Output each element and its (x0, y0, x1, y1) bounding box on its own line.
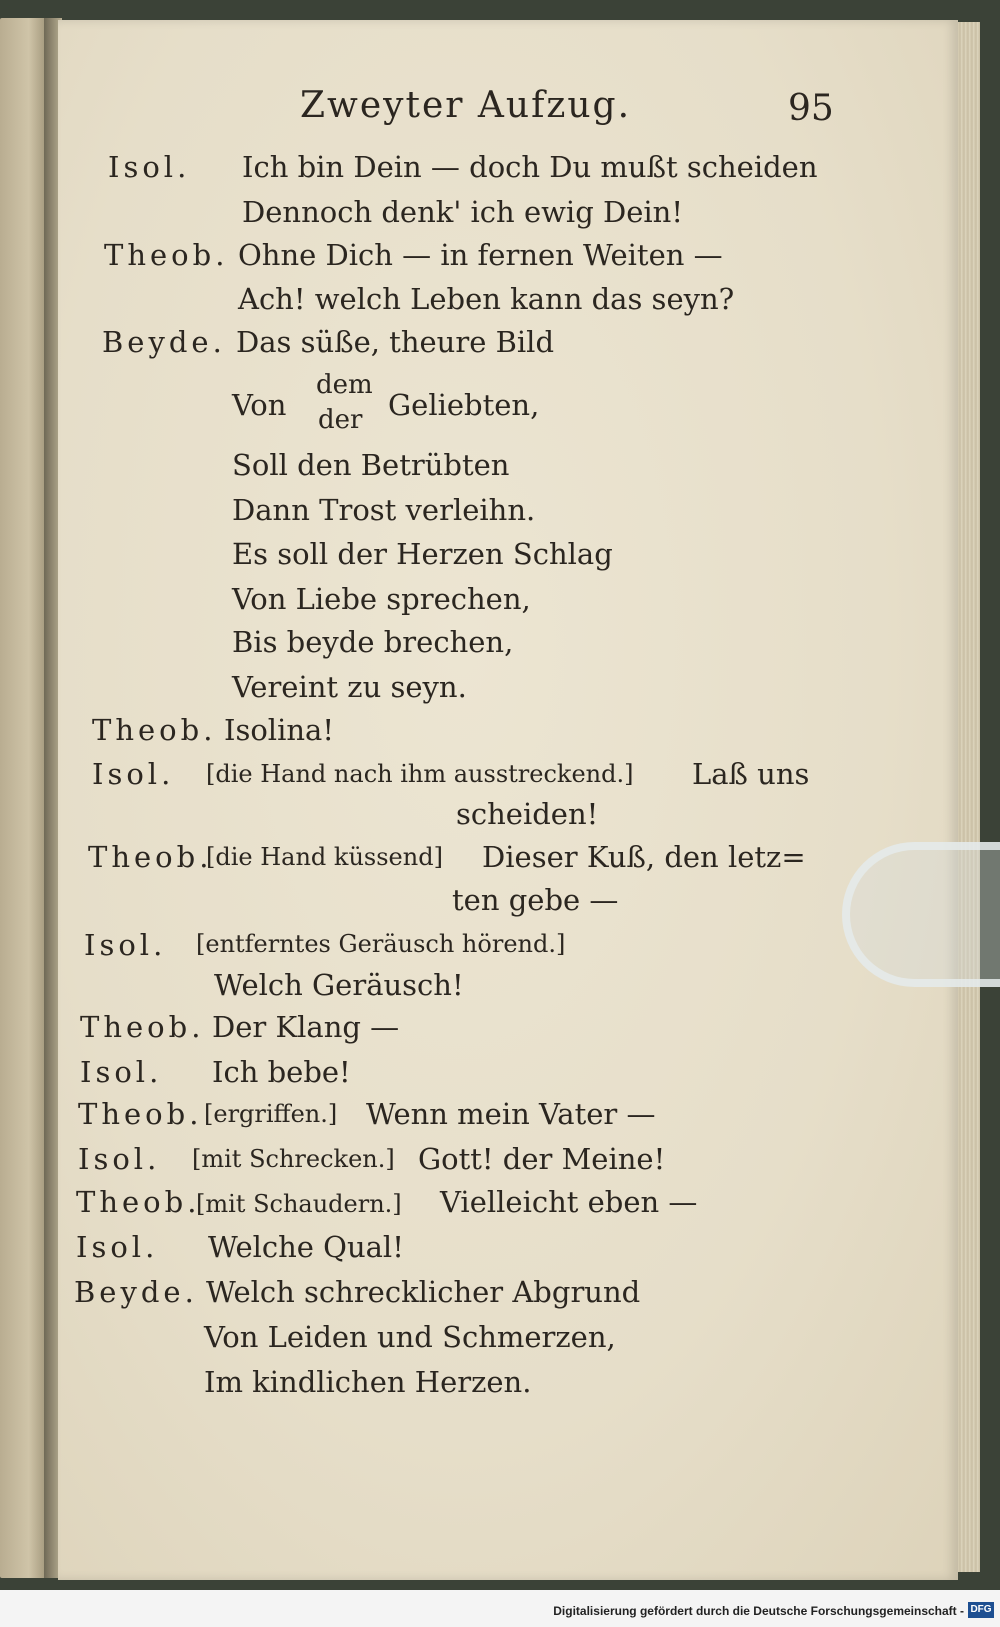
page-number: 95 (788, 88, 834, 129)
verse-line: Von (232, 388, 287, 422)
speaker-beyde: Beyde. (102, 325, 226, 359)
speaker-isol: Isol. (92, 757, 175, 791)
left-page-edge (0, 18, 48, 1578)
verse-line: Welch schrecklicher Abgrund (206, 1275, 641, 1309)
verse-line: Soll den Betrübten (232, 448, 510, 482)
verse-line: Ach! welch Leben kann das seyn? (238, 282, 735, 316)
stage-direction: [ergriffen.] (204, 1100, 338, 1128)
stage-direction: [die Hand küssend] (206, 843, 443, 871)
verse-line: Welche Qual! (208, 1230, 404, 1264)
verse-line: Laß uns (692, 757, 810, 791)
verse-line: Ich bebe! (212, 1055, 351, 1089)
speaker-isol: Isol. (80, 1055, 163, 1089)
stage-direction: [die Hand nach ihm ausstreckend.] (206, 760, 634, 788)
verse-line: Dennoch denk' ich ewig Dein! (242, 195, 684, 229)
verse-line: Vielleicht eben — (440, 1185, 698, 1219)
speaker-theob: Theob. (104, 238, 229, 272)
stage-direction: [entferntes Geräusch hörend.] (196, 930, 566, 958)
verse-line: Wenn mein Vater — (366, 1097, 656, 1131)
verse-line: Dann Trost verleihn. (232, 493, 536, 527)
speaker-theob: Theob. (92, 713, 217, 747)
speaker-isol: Isol. (84, 928, 167, 962)
page-header-title: Zweyter Aufzug. (300, 85, 632, 126)
verse-line: Gott! der Meine! (418, 1142, 666, 1176)
verse-line: Von Leiden und Schmerzen, (204, 1320, 616, 1354)
speaker-theob: Theob. (76, 1185, 201, 1219)
verse-line: scheiden! (456, 797, 599, 831)
verse-line: Von Liebe sprechen, (232, 582, 531, 616)
verse-line: Geliebten, (388, 388, 540, 422)
verse-line: Isolina! (224, 713, 334, 747)
verse-line: Dieser Kuß, den letz= (482, 840, 806, 874)
verse-line: Das süße, theure Bild (236, 325, 555, 359)
verse-line: Es soll der Herzen Schlag (232, 537, 613, 571)
verse-line: Vereint zu seyn. (232, 670, 467, 704)
verse-line: Welch Geräusch! (214, 968, 464, 1002)
speaker-theob: Theob. (88, 840, 213, 874)
verse-line: Ich bin Dein — doch Du mußt scheiden (242, 150, 818, 184)
verse-variant-lower: der (318, 405, 363, 435)
dfg-logo: DFG (968, 1602, 994, 1618)
speaker-beyde: Beyde. (74, 1275, 198, 1309)
speaker-isol: Isol. (76, 1230, 159, 1264)
verse-line: ten gebe — (452, 883, 619, 917)
speaker-isol: Isol. (78, 1142, 161, 1176)
funding-credit: Digitalisierung gefördert durch die Deutsche Forschungsgemeinschaft - (553, 1604, 964, 1618)
verse-line: Bis beyde brechen, (232, 625, 514, 659)
speaker-theob: Theob. (80, 1010, 205, 1044)
verse-variant-upper: dem (316, 370, 373, 400)
speaker-isol: Isol. (108, 150, 191, 184)
page-clip-holder (842, 842, 1000, 987)
speaker-theob: Theob. (78, 1097, 203, 1131)
stage-direction: [mit Schrecken.] (192, 1145, 395, 1173)
stage-direction: [mit Schaudern.] (196, 1190, 402, 1218)
verse-line: Ohne Dich — in fernen Weiten — (238, 238, 723, 272)
verse-line: Im kindlichen Herzen. (204, 1365, 532, 1399)
verse-line: Der Klang — (212, 1010, 400, 1044)
